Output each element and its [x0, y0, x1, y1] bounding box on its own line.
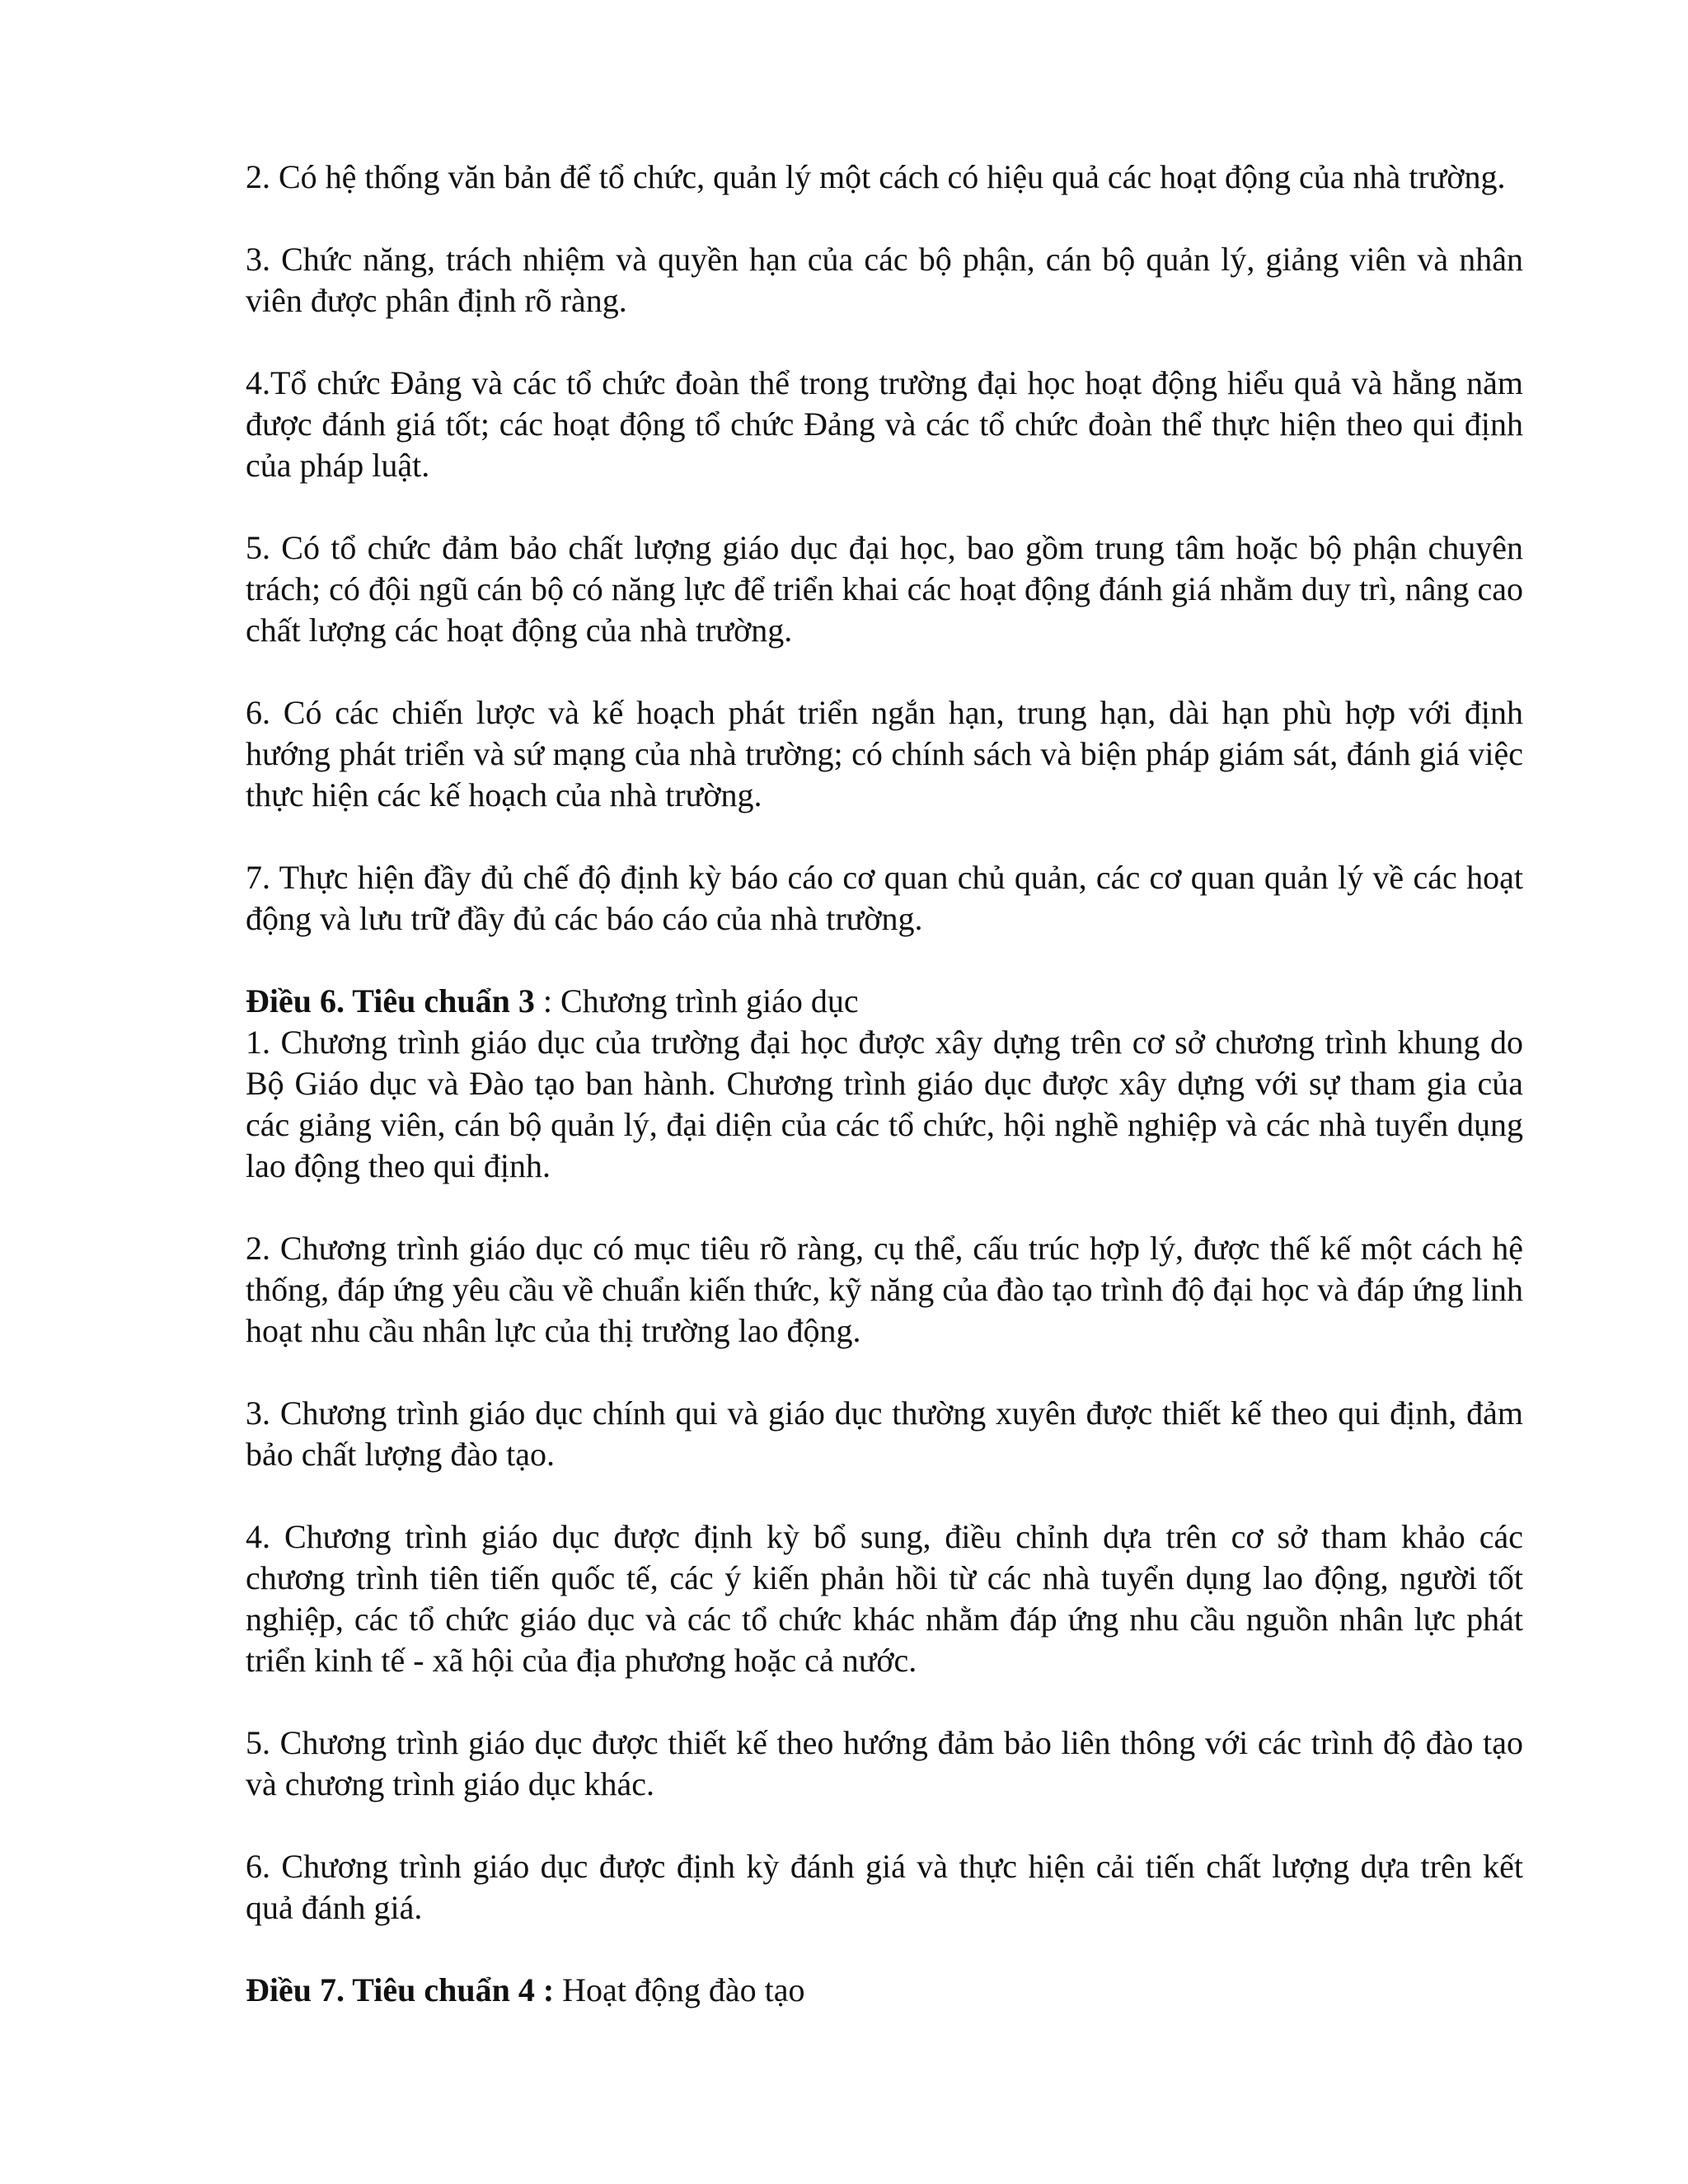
- article-6-heading: [246, 981, 1523, 1022]
- article-6-item-4: 4. Chương trình giáo dục được định kỳ bổ sung, điều chỉnh dựa trên cơ sở tham khảo các chương trình tiên tiến quốc tế, các ý kiến phản hồi từ các nhà tuyển dụng lao động, người tốt nghiệp, các tổ chức giáo dục và các tổ chức khác nhằm đáp ứng nhu cầu nguồn nhân lực phát triển kinh tế - xã hội của địa phương hoặc cả nước.: [246, 1518, 1523, 1679]
- article-7-heading: [246, 1970, 1523, 2011]
- article-6-item-3: 3. Chương trình giáo dục chính qui và giáo dục thường xuyên được thiết kế theo qui định, đảm bảo chất lượng đào tạo.: [246, 1394, 1523, 1473]
- paragraph-item-4: 4.Tổ chức Đảng và các tổ chức đoàn thể trong trường đại học hoạt động hiểu quả và hằng năm được đánh giá tốt; các hoạt động tổ chức Đảng và các tổ chức đoàn thể thực hiện theo qui định của pháp luật.: [246, 364, 1523, 484]
- article-6-subject: : Chương trình giáo dục: [534, 982, 859, 1019]
- document-body: [246, 157, 1523, 2011]
- paragraph-item-2: 2. Có hệ thống văn bản để tổ chức, quản lý một cách có hiệu quả các hoạt động của nhà trường.: [246, 158, 1506, 195]
- paragraph-item-5: 5. Có tổ chức đảm bảo chất lượng giáo dục đại học, bao gồm trung tâm hoặc bộ phận chuyên trách; có đội ngũ cán bộ có năng lực để triển khai các hoạt động đánh giá nhằm duy trì, nâng cao chất lượng các hoạt động của nhà trường.: [246, 529, 1523, 649]
- paragraph-item-7: 7. Thực hiện đầy đủ chế độ định kỳ báo cáo cơ quan chủ quản, các cơ quan quản lý về các hoạt động và lưu trữ đầy đủ các báo cáo của nhà trường.: [246, 859, 1523, 937]
- article-7-subject: Hoạt động đào tạo: [554, 1971, 805, 2008]
- article-6-title: Điều 6. Tiêu chuẩn 3: [246, 982, 535, 1019]
- paragraph-item-6: 6. Có các chiến lược và kế hoạch phát triển ngắn hạn, trung hạn, dài hạn phù hợp với định hướng phát triển và sứ mạng của nhà trường; có chính sách và biện pháp giám sát, đánh giá việc thực hiện các kế hoạch của nhà trường.: [246, 694, 1523, 813]
- article-6-item-2: 2. Chương trình giáo dục có mục tiêu rõ ràng, cụ thể, cấu trúc hợp lý, được thế kế một cách hệ thống, đáp ứng yêu cầu về chuẩn kiến thức, kỹ năng của đào tạo trình độ đại học và đáp ứng linh hoạt nhu cầu nhân lực của thị trường lao động.: [246, 1230, 1523, 1349]
- article-6-item-6: 6. Chương trình giáo dục được định kỳ đánh giá và thực hiện cải tiến chất lượng dựa trên kết quả đánh giá.: [246, 1848, 1523, 1926]
- article-6-item-1: 1. Chương trình giáo dục của trường đại học được xây dựng trên cơ sở chương trình khung do Bộ Giáo dục và Đào tạo ban hành. Chương trình giáo dục được xây dựng với sự tham gia của các giảng viên, cán bộ quản lý, đại diện của các tổ chức, hội nghề nghiệp và các nhà tuyển dụng lao động theo qui định.: [246, 1024, 1523, 1184]
- paragraph-item-3: 3. Chức năng, trách nhiệm và quyền hạn của các bộ phận, cán bộ quản lý, giảng viên và nhân viên được phân định rõ ràng.: [246, 241, 1523, 319]
- article-6-item-5: 5. Chương trình giáo dục được thiết kế theo hướng đảm bảo liên thông với các trình độ đào tạo và chương trình giáo dục khác.: [246, 1724, 1523, 1802]
- article-7-title: Điều 7. Tiêu chuẩn 4 :: [246, 1971, 555, 2008]
